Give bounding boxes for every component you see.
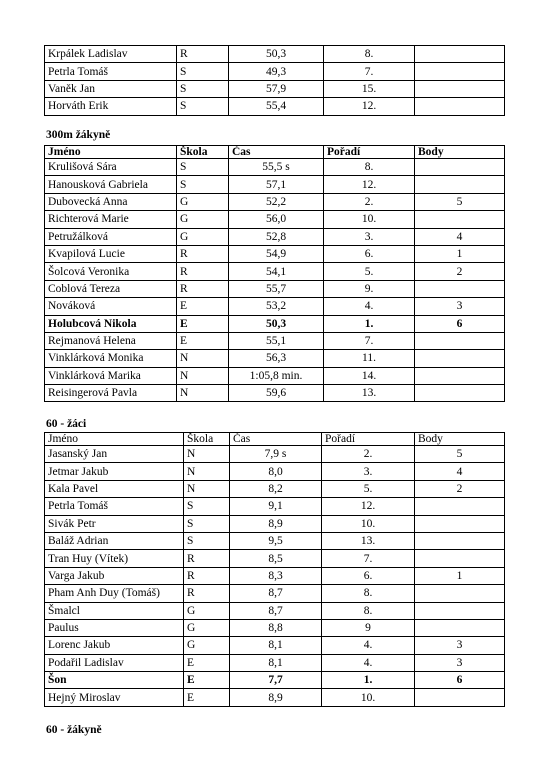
- name-cell: Paulus: [45, 619, 184, 636]
- points-cell: [415, 602, 505, 619]
- name-cell: Jetmar Jakub: [45, 463, 184, 480]
- header-time: Čas: [230, 433, 322, 446]
- header-points: Body: [415, 433, 505, 446]
- school-cell: G: [184, 619, 230, 636]
- table-row: [45, 689, 505, 706]
- time-cell: 7,9 s: [230, 446, 322, 463]
- section-title-60-girls: 60 - žákyně: [46, 724, 102, 736]
- name-cell: Kala Pavel: [45, 480, 184, 497]
- points-cell: [415, 385, 505, 402]
- points-cell: [415, 211, 505, 228]
- time-cell: 53,2: [229, 298, 324, 315]
- rank-cell: 14.: [324, 367, 415, 384]
- school-cell: R: [177, 245, 229, 262]
- points-cell: [415, 98, 505, 115]
- rank-cell: 13.: [322, 532, 415, 549]
- name-cell: Coblová Tereza: [45, 280, 177, 297]
- points-cell: [415, 63, 505, 80]
- time-cell: 8,1: [230, 654, 322, 671]
- time-cell: 49,3: [229, 63, 324, 80]
- time-cell: 9,5: [230, 532, 322, 549]
- rank-cell: 4.: [322, 654, 415, 671]
- school-cell: G: [184, 602, 230, 619]
- table-row: [45, 245, 505, 262]
- name-cell: Petrla Tomáš: [45, 498, 184, 515]
- school-cell: G: [177, 228, 229, 245]
- points-cell: [415, 532, 505, 549]
- rank-cell: 4.: [324, 298, 415, 315]
- rank-cell: 6.: [324, 245, 415, 262]
- table-row: [45, 176, 505, 193]
- rank-cell: 8.: [324, 159, 415, 176]
- school-cell: E: [184, 689, 230, 706]
- header-time: Čas: [229, 146, 324, 159]
- section-title-60-boys: 60 - žáci: [46, 418, 87, 430]
- time-cell: 54,9: [229, 245, 324, 262]
- school-cell: E: [177, 332, 229, 349]
- table-row: [45, 550, 505, 567]
- table-row: [45, 193, 505, 210]
- rank-cell: 10.: [324, 211, 415, 228]
- name-cell: Šmalcl: [45, 602, 184, 619]
- section-title-300m-girls: 300m žákyně: [46, 129, 111, 141]
- table-row: [45, 332, 505, 349]
- name-cell: Richterová Marie: [45, 211, 177, 228]
- name-cell: Šolcová Veronika: [45, 263, 177, 280]
- table-row: [45, 46, 505, 63]
- time-cell: 8,5: [230, 550, 322, 567]
- table-row: [45, 228, 505, 245]
- school-cell: R: [177, 46, 229, 63]
- name-cell: Podařil Ladislav: [45, 654, 184, 671]
- time-cell: 55,7: [229, 280, 324, 297]
- header-name: Jméno: [45, 433, 184, 446]
- rank-cell: 7.: [324, 63, 415, 80]
- school-cell: R: [184, 550, 230, 567]
- table-row: [45, 446, 505, 463]
- school-cell: N: [184, 463, 230, 480]
- school-cell: E: [184, 654, 230, 671]
- name-cell: Varga Jakub: [45, 567, 184, 584]
- table-row: [45, 385, 505, 402]
- name-cell: Vinklárková Monika: [45, 350, 177, 367]
- time-cell: 57,9: [229, 80, 324, 97]
- time-cell: 8,0: [230, 463, 322, 480]
- name-cell: Šon: [45, 672, 184, 689]
- school-cell: G: [177, 211, 229, 228]
- points-cell: [415, 367, 505, 384]
- school-cell: R: [184, 567, 230, 584]
- points-cell: 3: [415, 654, 505, 671]
- rank-cell: 3.: [324, 228, 415, 245]
- name-cell: Jasanský Jan: [45, 446, 184, 463]
- school-cell: S: [184, 532, 230, 549]
- points-cell: [415, 550, 505, 567]
- name-cell: Sivák Petr: [45, 515, 184, 532]
- table-header-row: [45, 433, 505, 446]
- table-row: [45, 80, 505, 97]
- name-cell: Kvapilová Lucie: [45, 245, 177, 262]
- time-cell: 8,7: [230, 585, 322, 602]
- points-cell: [415, 350, 505, 367]
- rank-cell: 5.: [322, 480, 415, 497]
- rank-cell: 10.: [322, 689, 415, 706]
- points-cell: 4: [415, 463, 505, 480]
- school-cell: S: [184, 515, 230, 532]
- name-cell: Vaněk Jan: [45, 80, 177, 97]
- points-cell: 5: [415, 446, 505, 463]
- points-cell: 3: [415, 637, 505, 654]
- table-row: [45, 619, 505, 636]
- rank-cell: 13.: [324, 385, 415, 402]
- points-cell: 2: [415, 480, 505, 497]
- table-row: [45, 498, 505, 515]
- points-cell: [415, 280, 505, 297]
- points-cell: [415, 176, 505, 193]
- time-cell: 8,1: [230, 637, 322, 654]
- time-cell: 50,3: [229, 315, 324, 332]
- rank-cell: 3.: [322, 463, 415, 480]
- rank-cell: 9.: [324, 280, 415, 297]
- points-cell: [415, 585, 505, 602]
- name-cell: Petrla Tomáš: [45, 63, 177, 80]
- rank-cell: 4.: [322, 637, 415, 654]
- school-cell: S: [184, 498, 230, 515]
- rank-cell: 2.: [324, 193, 415, 210]
- rank-cell: 12.: [324, 176, 415, 193]
- time-cell: 54,1: [229, 263, 324, 280]
- points-cell: 4: [415, 228, 505, 245]
- points-cell: [415, 619, 505, 636]
- rank-cell: 1.: [324, 315, 415, 332]
- points-cell: [415, 80, 505, 97]
- school-cell: S: [177, 80, 229, 97]
- points-cell: 6: [415, 315, 505, 332]
- time-cell: 7,7: [230, 672, 322, 689]
- school-cell: R: [184, 585, 230, 602]
- school-cell: E: [177, 298, 229, 315]
- points-cell: 5: [415, 193, 505, 210]
- time-cell: 52,8: [229, 228, 324, 245]
- table-row: [45, 585, 505, 602]
- school-cell: N: [177, 367, 229, 384]
- name-cell: Tran Huy (Vítek): [45, 550, 184, 567]
- points-cell: 2: [415, 263, 505, 280]
- name-cell: Hejný Miroslav: [45, 689, 184, 706]
- table-row: [45, 672, 505, 689]
- table-row: [45, 63, 505, 80]
- header-school: Škola: [177, 146, 229, 159]
- school-cell: S: [177, 176, 229, 193]
- name-cell: Holubcová Nikola: [45, 315, 177, 332]
- header-rank: Pořadí: [322, 433, 415, 446]
- points-cell: 1: [415, 245, 505, 262]
- time-cell: 59,6: [229, 385, 324, 402]
- table-row: [45, 532, 505, 549]
- table-row: [45, 480, 505, 497]
- name-cell: Pham Anh Duy (Tomáš): [45, 585, 184, 602]
- table-header-row: [45, 146, 505, 159]
- points-cell: [415, 689, 505, 706]
- rank-cell: 12.: [324, 98, 415, 115]
- name-cell: Reisingerová Pavla: [45, 385, 177, 402]
- rank-cell: 6.: [322, 567, 415, 584]
- rank-cell: 5.: [324, 263, 415, 280]
- rank-cell: 7.: [322, 550, 415, 567]
- table-row: [45, 350, 505, 367]
- school-cell: S: [177, 159, 229, 176]
- name-cell: Vinklárková Marika: [45, 367, 177, 384]
- name-cell: Horváth Erik: [45, 98, 177, 115]
- points-cell: [415, 498, 505, 515]
- time-cell: 57,1: [229, 176, 324, 193]
- school-cell: G: [184, 637, 230, 654]
- time-cell: 55,5 s: [229, 159, 324, 176]
- rank-cell: 1.: [322, 672, 415, 689]
- points-cell: [415, 159, 505, 176]
- rank-cell: 8.: [322, 585, 415, 602]
- school-cell: N: [184, 480, 230, 497]
- name-cell: Hanousková Gabriela: [45, 176, 177, 193]
- school-cell: N: [177, 350, 229, 367]
- table-row: [45, 515, 505, 532]
- rank-cell: 7.: [324, 332, 415, 349]
- table-row: [45, 463, 505, 480]
- rank-cell: 11.: [324, 350, 415, 367]
- results-table-continued: [44, 45, 505, 116]
- table-row: [45, 298, 505, 315]
- school-cell: G: [177, 193, 229, 210]
- school-cell: N: [184, 446, 230, 463]
- school-cell: N: [177, 385, 229, 402]
- header-points: Body: [415, 146, 505, 159]
- points-cell: 3: [415, 298, 505, 315]
- points-cell: [415, 46, 505, 63]
- points-cell: 6: [415, 672, 505, 689]
- rank-cell: 8.: [324, 46, 415, 63]
- time-cell: 55,1: [229, 332, 324, 349]
- school-cell: R: [177, 263, 229, 280]
- time-cell: 8,7: [230, 602, 322, 619]
- header-rank: Pořadí: [324, 146, 415, 159]
- table-row: [45, 280, 505, 297]
- name-cell: Krulišová Sára: [45, 159, 177, 176]
- time-cell: 1:05,8 min.: [229, 367, 324, 384]
- points-cell: [415, 332, 505, 349]
- points-cell: 1: [415, 567, 505, 584]
- name-cell: Krpálek Ladislav: [45, 46, 177, 63]
- name-cell: Baláž Adrian: [45, 532, 184, 549]
- table-row: [45, 567, 505, 584]
- results-table-60-boys: [44, 432, 505, 707]
- name-cell: Dubovecká Anna: [45, 193, 177, 210]
- time-cell: 8,9: [230, 515, 322, 532]
- rank-cell: 12.: [322, 498, 415, 515]
- results-table-300m-girls: [44, 145, 505, 402]
- name-cell: Rejmanová Helena: [45, 332, 177, 349]
- table-row: [45, 159, 505, 176]
- points-cell: [415, 515, 505, 532]
- school-cell: E: [177, 315, 229, 332]
- rank-cell: 9: [322, 619, 415, 636]
- name-cell: Petružálková: [45, 228, 177, 245]
- time-cell: 9,1: [230, 498, 322, 515]
- rank-cell: 2.: [322, 446, 415, 463]
- table-row: [45, 637, 505, 654]
- time-cell: 50,3: [229, 46, 324, 63]
- table-row: [45, 602, 505, 619]
- rank-cell: 15.: [324, 80, 415, 97]
- school-cell: R: [177, 280, 229, 297]
- time-cell: 56,3: [229, 350, 324, 367]
- table-row: [45, 211, 505, 228]
- rank-cell: 10.: [322, 515, 415, 532]
- time-cell: 55,4: [229, 98, 324, 115]
- table-row: [45, 654, 505, 671]
- table-row: [45, 98, 505, 115]
- school-cell: S: [177, 63, 229, 80]
- table-row: [45, 315, 505, 332]
- time-cell: 8,8: [230, 619, 322, 636]
- name-cell: Nováková: [45, 298, 177, 315]
- name-cell: Lorenc Jakub: [45, 637, 184, 654]
- time-cell: 8,3: [230, 567, 322, 584]
- rank-cell: 8.: [322, 602, 415, 619]
- time-cell: 8,2: [230, 480, 322, 497]
- header-school: Škola: [184, 433, 230, 446]
- school-cell: E: [184, 672, 230, 689]
- header-name: Jméno: [45, 146, 177, 159]
- time-cell: 8,9: [230, 689, 322, 706]
- table-row: [45, 263, 505, 280]
- school-cell: S: [177, 98, 229, 115]
- time-cell: 52,2: [229, 193, 324, 210]
- table-row: [45, 367, 505, 384]
- time-cell: 56,0: [229, 211, 324, 228]
